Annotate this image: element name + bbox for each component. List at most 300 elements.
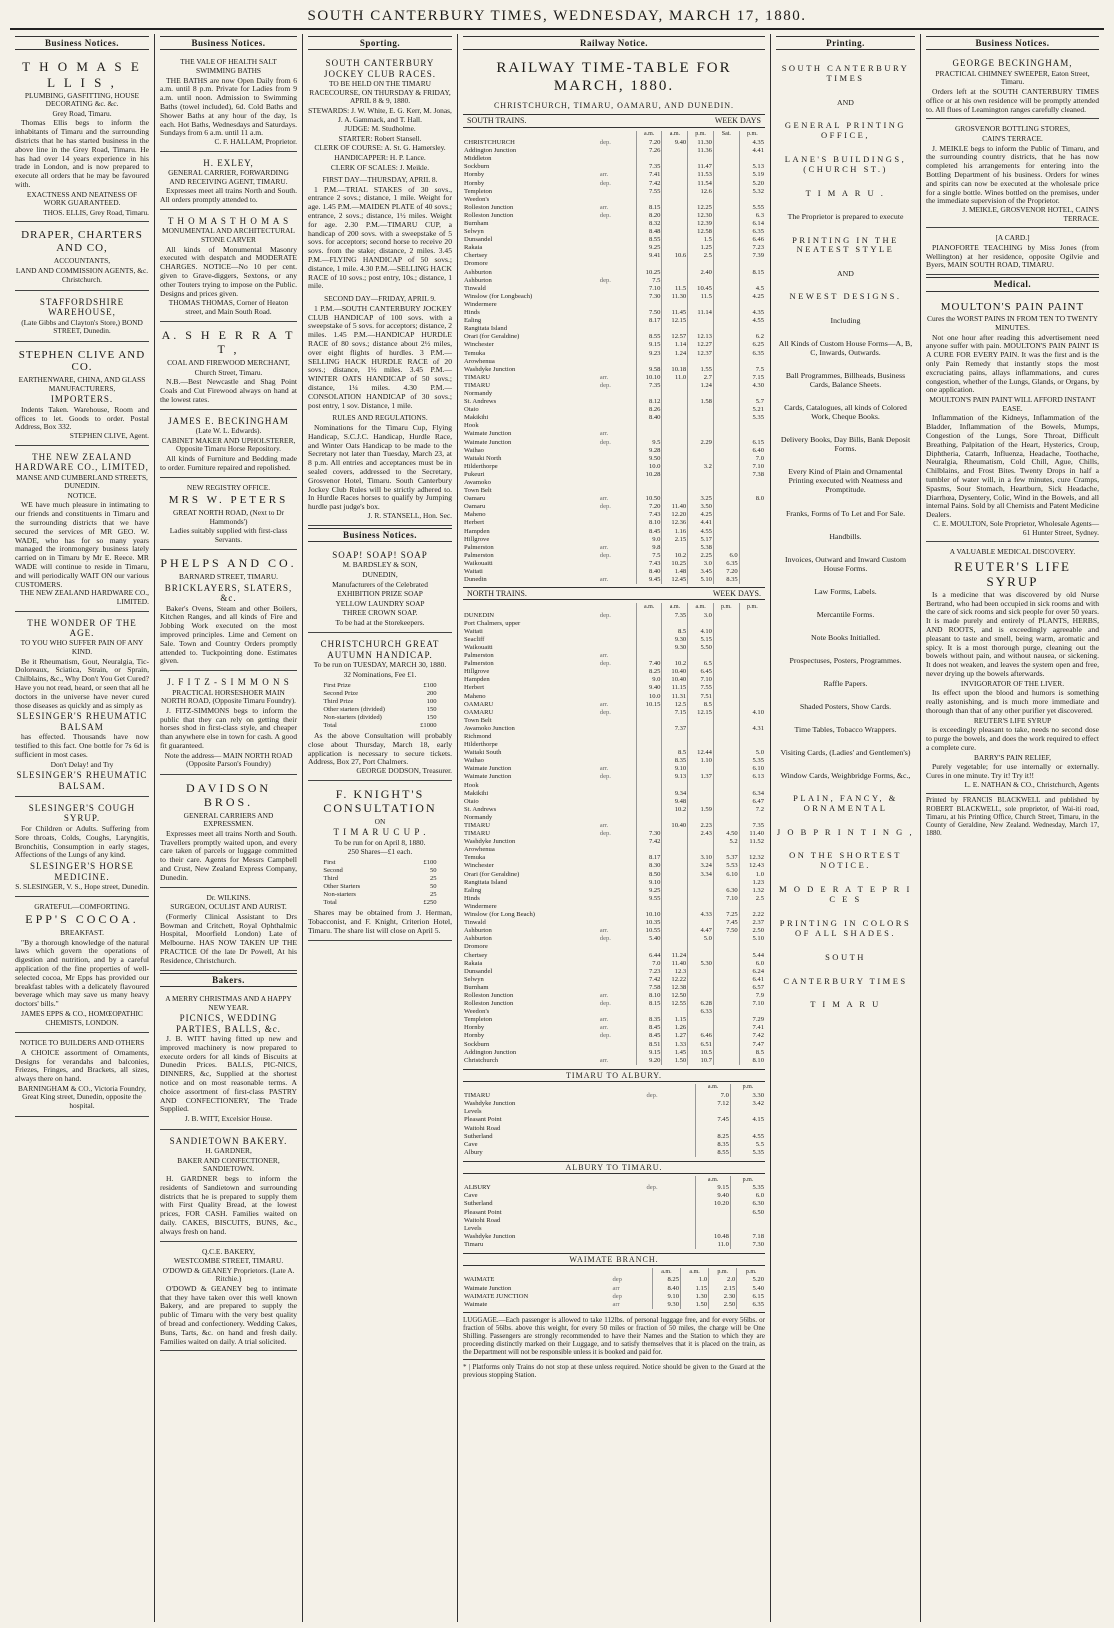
station-cell: Normandy: [464, 813, 493, 821]
dep-arr-cell: dep.: [599, 212, 636, 220]
time-cell: 11.40: [662, 959, 688, 967]
time-cell: [688, 943, 714, 951]
time-cell: 8.26: [636, 406, 662, 414]
ad-subtitle: INVIGORATOR OF THE LIVER.: [960, 678, 1065, 688]
time-cell: [688, 741, 714, 749]
time-cell: 1.24: [688, 382, 714, 390]
ad-line: YELLOW LAUNDRY SOAP: [335, 598, 425, 608]
time-cell: a.m.: [681, 1268, 709, 1276]
table-row: [463, 228, 765, 236]
time-cell: 10.40: [662, 822, 688, 830]
time-cell: 9.15: [636, 1048, 662, 1056]
time-cell: 10.10: [636, 374, 662, 382]
dep-arr-cell: [599, 568, 636, 576]
time-cell: 7.30: [636, 293, 662, 301]
time-cell: 7.20: [636, 503, 662, 511]
table-header-row: [463, 131, 765, 139]
station-cell: Hornby: [464, 171, 485, 179]
dep-arr-cell: dep.: [599, 660, 636, 668]
time-cell: 5.17: [688, 535, 714, 543]
dep-arr-cell: arr.: [599, 992, 636, 1000]
station-cell: Rangitata Island: [464, 878, 508, 886]
time-cell: 8.55: [696, 1149, 731, 1157]
time-cell: [688, 406, 714, 414]
table-row: [463, 155, 765, 163]
prize-row: [322, 706, 437, 714]
station-cell: Waimate Junction: [464, 1284, 512, 1292]
dep-arr-cell: [599, 1040, 636, 1048]
ad-address: CAIN'S TERRACE.: [982, 134, 1043, 143]
dep-arr-cell: [599, 349, 636, 357]
printing-line: Including: [830, 316, 861, 326]
time-cell: [713, 1040, 739, 1048]
time-cell: 8.25: [696, 1132, 731, 1140]
ad-subtitle: (Late Gibbs and Clayton's Store,) BOND STREET, Dunedin.: [21, 317, 143, 336]
table-row: [463, 1141, 765, 1149]
time-cell: [713, 455, 739, 463]
time-cell: [636, 652, 662, 660]
time-cell: 8.48: [636, 228, 662, 236]
time-cell: [688, 781, 714, 789]
station-cell: Albury: [464, 1148, 483, 1156]
time-cell: [636, 422, 662, 430]
table-row: [463, 309, 765, 317]
time-cell: 4.25: [752, 292, 764, 300]
dep-arr-cell: [599, 838, 636, 846]
ad-title: T H O M A S T H O M A S: [167, 215, 290, 226]
time-cell: 7.45: [713, 919, 739, 927]
ad-body: J. B. WITT having fitted up new and improved machinery is now prepared to execute orders for all kinds of Biscuits at Dunedin Prices. BALLS, PIC-NICS, DINNERS, &c, Supplied at the shortest notice and on most reasonable terms. A choice assortment of first-class PASTRY AND CONFECTIONERY, The Trade Supplied.: [160, 1034, 297, 1114]
printing-line: Visiting Cards, (Ladies' and Gentlemen's): [780, 747, 911, 757]
time-cell: [688, 798, 714, 806]
time-cell: 3.42: [752, 1100, 764, 1108]
time-cell: [713, 806, 739, 814]
time-cell: 7.10: [752, 1000, 764, 1008]
time-cell: 10.15: [636, 700, 662, 708]
station-cell: Waimate Junction: [464, 765, 512, 773]
time-cell: 8.10: [636, 992, 662, 1000]
time-cell: 9.25: [636, 887, 662, 895]
ad-subtitle: REUTER'S LIFE SYRUP: [973, 715, 1052, 725]
time-cell: [713, 611, 739, 619]
table-days: WEEK DAYS: [714, 116, 761, 126]
albury-title: TIMARU TO ALBURY.: [463, 1069, 765, 1082]
station-cell: Cave: [464, 1140, 478, 1148]
table-row: [463, 179, 765, 187]
ad-grosvenor-stores: [926, 121, 1099, 228]
day-body: 1 P.M.—SOUTH CANTERBURY JOCKEY CLUB HANDICAP of 100 sovs. with a sweepstake of 5 sovs. for acceptors; distance, 2 miles. 1.45 P.M.—HANDICAP HURDLE RACE of 80 sovs.; distance about 2½ miles, over eight flights of hurdles. 3 P.M.—SELLING HACK HURDLE RACE of 20 sovs.; distance, 1½ miles. 3.45 P.M.—WINTER OATS HANDICAP of 50 sovs.; distance, 1¼ miles. 4.30 P.M.—CONSOLATION HANDICAP of 30 sovs.; post entry, 1 sov. Distance, 1 mile.: [308, 303, 452, 410]
time-cell: 10.25: [636, 268, 662, 276]
time-cell: [713, 519, 739, 527]
time-cell: [662, 619, 688, 627]
table-row: [463, 560, 765, 568]
time-cell: 5.19: [752, 171, 764, 179]
ad-thomas-thomas: [160, 212, 297, 323]
time-cell: 4.5: [755, 284, 764, 292]
table-row: [463, 1292, 765, 1300]
table-row: [463, 268, 765, 276]
ad-body: PIANOFORTE TEACHING by Miss Jones (from Wellington) at her residence, opposite Ogilvie and Byers, MAIN SOUTH ROAD, TIMARU.: [926, 242, 1099, 270]
station-cell: Temuka: [464, 854, 486, 862]
dep-arr-cell: dep.: [599, 1000, 636, 1008]
time-cell: 6.35: [713, 560, 739, 568]
section-heading: Railway Notice.: [463, 36, 765, 50]
time-cell: 6.24: [752, 967, 764, 975]
ad-body: Inflammation of the Kidneys, Inflammation of the Bladder, Inflammation of the Bowels, Mumps, Congestion of the Lungs, Sore Throat, Difficult Breathing, Palpitation of the Heart, Hysterics, Croup, Diphtheria, Catarrh, Influenza, Headache, Toothache, Neuralgia, Rheumatism, Cold Chill, Ague, Chills, Chilblains, and Frost Bites. Twenty Drops in half a tumbler of water will, in a few minutes, cure Cramps, Spasms, Sour Stomach, Heartburn, Sick Headache, Diarrhœa, Dysentery, Colic, Wind in the Bowels, and all internal Pains. Sold by all Chemists and Patent Medicine Dealers.: [926, 413, 1099, 520]
time-cell: [662, 325, 688, 333]
time-cell: 8.35: [662, 757, 688, 765]
time-cell: 6.25: [752, 341, 764, 349]
table-row: [463, 1300, 765, 1308]
dep-arr-cell: [599, 854, 636, 862]
ad-signature: Note the address— MAIN NORTH ROAD (Opposite Parson's Foundry): [164, 750, 293, 769]
ad-body: Shares may be obtained from J. Herman, Tobacconist, and F. Knight, Criterion Hotel, Timaru. The share list will close on April 5.: [308, 908, 452, 935]
ad-body: All kinds of Monumental Masonry executed with despatch and MODERATE CHARGES. NOTICE—No 10 per cent. given to Grave-diggers, Sextons, or any other Touters trying to impose on the Public. Designs and prices given.: [160, 244, 297, 298]
ad-title: A VALUABLE MEDICAL DISCOVERY.: [949, 547, 1076, 557]
time-cell: 9.10: [652, 1292, 680, 1300]
table-row: [463, 1200, 765, 1208]
time-cell: [739, 301, 765, 309]
time-cell: 5.35: [752, 1148, 764, 1156]
time-cell: 7.41: [752, 1024, 764, 1032]
ad-role: IMPORTERS.: [50, 394, 114, 405]
dep-arr-cell: dep.: [599, 139, 636, 147]
table-row: [463, 285, 765, 293]
time-cell: 9.58: [636, 365, 662, 373]
station-cell: Winchester: [464, 862, 494, 870]
time-cell: [662, 204, 688, 212]
time-cell: 9.15: [696, 1184, 731, 1192]
time-cell: 12.27: [688, 341, 714, 349]
time-cell: [688, 619, 714, 627]
time-cell: 11.0: [662, 374, 688, 382]
dep-arr-cell: [599, 414, 636, 422]
time-cell: 6.34: [752, 789, 764, 797]
ad-scales: CLERK OF SCALES: J. Meikle.: [330, 162, 430, 172]
station-cell: Awamoko: [464, 479, 491, 486]
prize-table: [322, 859, 437, 908]
time-cell: 6.0: [713, 552, 739, 560]
time-cell: 6.51: [688, 1040, 714, 1048]
time-cell: 7.29: [752, 1016, 764, 1024]
ad-product: SLESINGER'S RHEUMATIC BALSAM.: [16, 770, 148, 791]
time-cell: [636, 619, 662, 627]
dep-arr-cell: [599, 196, 636, 204]
printing-line: LANE'S BUILDINGS, (CHURCH ST.): [784, 153, 907, 174]
ad-product: EPP'S COCOA.: [25, 912, 139, 927]
dep-arr-cell: [599, 333, 636, 341]
time-cell: [636, 814, 662, 822]
time-cell: 11.40: [749, 830, 764, 838]
south-trains-header: [463, 114, 765, 127]
table-row: [463, 293, 765, 301]
time-cell: 6.0: [755, 1192, 764, 1200]
station-cell: Christchurch: [464, 1056, 499, 1064]
station-cell: Middleton: [464, 155, 492, 163]
time-cell: 9.10: [662, 765, 688, 773]
time-cell: a.m.: [662, 131, 688, 139]
time-cell: 4.33: [688, 911, 714, 919]
ad-exley: [160, 154, 297, 210]
time-cell: [688, 765, 714, 773]
time-cell: 5.10: [752, 935, 764, 943]
time-cell: [713, 503, 739, 511]
time-cell: [688, 984, 714, 992]
time-cell: [713, 196, 739, 204]
time-cell: 6.28: [688, 1000, 714, 1008]
table-row: [463, 1276, 765, 1284]
time-cell: 8.12: [636, 398, 662, 406]
dep-arr-cell: [645, 1084, 695, 1092]
time-cell: 1.24: [662, 349, 688, 357]
time-cell: 6.41: [752, 975, 764, 983]
time-cell: [688, 1024, 714, 1032]
time-cell: 9.15: [636, 341, 662, 349]
time-cell: [688, 789, 714, 797]
time-cell: 12.37: [688, 349, 714, 357]
time-cell: [636, 636, 662, 644]
time-cell: 7.35: [752, 822, 764, 830]
dep-arr-cell: [599, 741, 636, 749]
time-cell: [662, 652, 688, 660]
ad-title: Q.C.E. BAKERY,: [201, 1246, 256, 1256]
time-cell: 4.55: [752, 1132, 764, 1140]
table-row: [463, 943, 765, 951]
ad-signature: THOS. ELLIS, Grey Road, Timaru.: [43, 207, 149, 217]
time-cell: 5.37: [713, 854, 739, 862]
station-cell: Burnham: [464, 983, 489, 991]
station-cell: Arowhenua: [464, 846, 495, 854]
station-cell: TIMARU: [464, 373, 491, 381]
printing-line: SOUTH: [825, 951, 866, 962]
station-cell: Sockburn: [464, 1040, 490, 1048]
time-cell: [662, 878, 688, 886]
dep-arr-cell: arr: [611, 1300, 652, 1308]
rules-title: RULES AND REGULATIONS.: [332, 413, 428, 423]
time-cell: 2.29: [688, 438, 714, 446]
time-cell: [713, 1057, 739, 1065]
dep-arr-cell: [645, 1132, 695, 1140]
station-cell: Rangitata Island: [464, 325, 508, 333]
time-cell: [713, 660, 739, 668]
table-row: [463, 212, 765, 220]
ad-staffordshire: [15, 293, 149, 342]
time-cell: [739, 568, 765, 576]
dep-arr-cell: [599, 814, 636, 822]
table-row: [463, 301, 765, 309]
ad-davidson: [160, 777, 297, 888]
section-heading: Business Notices.: [926, 36, 1099, 50]
dep-arr-cell: dep.: [599, 503, 636, 511]
time-cell: 8.17: [636, 854, 662, 862]
dep-arr-cell: [599, 984, 636, 992]
table-row: [463, 398, 765, 406]
time-cell: [662, 196, 688, 204]
time-cell: [739, 390, 765, 398]
time-cell: [662, 870, 688, 878]
time-cell: [662, 781, 688, 789]
table-row: [463, 749, 765, 757]
prize-row: [322, 714, 437, 722]
time-cell: [662, 390, 688, 398]
time-cell: 2.23: [688, 822, 714, 830]
time-cell: 9.41: [636, 252, 662, 260]
time-cell: [713, 414, 739, 422]
dep-arr-cell: [599, 781, 636, 789]
time-cell: 4.35: [752, 309, 764, 317]
dep-arr-cell: dep.: [599, 708, 636, 716]
table-row: [463, 552, 765, 560]
table-row: [463, 519, 765, 527]
ad-trade: PLUMBING, GASFITTING, HOUSE DECORATING &c. &c.: [24, 90, 140, 109]
dep-arr-cell: [599, 757, 636, 765]
station-cell: Waimate: [464, 1300, 488, 1308]
station-cell: Waimate Junction: [464, 773, 512, 781]
prize-row: [322, 891, 437, 899]
dep-arr-cell: [599, 341, 636, 349]
ad-signature: BARNINGHAM & CO., Victoria Foundry, Great King street, Dunedin, opposite the hospital.: [17, 1083, 147, 1111]
time-cell: [636, 1008, 662, 1016]
dep-arr-cell: [599, 878, 636, 886]
time-cell: 10.40: [662, 668, 688, 676]
ad-line: THREE CROWN SOAP.: [342, 608, 418, 618]
time-cell: 7.41: [636, 171, 662, 179]
table-row: [463, 806, 765, 814]
time-cell: [713, 446, 739, 454]
table-row: [463, 535, 765, 543]
time-cell: 6.3: [755, 211, 764, 219]
dep-arr-cell: dep: [611, 1292, 652, 1300]
time-cell: 10.55: [636, 927, 662, 935]
time-cell: [688, 846, 714, 854]
ad-address: Church Street, Timaru.: [194, 367, 263, 377]
time-cell: [688, 446, 714, 454]
time-cell: [713, 733, 739, 741]
time-cell: [636, 781, 662, 789]
time-cell: 7.42: [752, 1032, 764, 1040]
time-cell: [662, 838, 688, 846]
ad-body: Expresses meet all trains North and South. Travellers promptly waited upon, and every care taken of parcels or luggage committed to their care. Agents for Messrs Campbell and Crust, New Zealand Express Company, Dunedin.: [160, 828, 297, 882]
waimate-title: WAIMATE BRANCH.: [463, 1253, 765, 1266]
ad-body: WE have much pleasure in intimating to our friends and constituents in Timaru and the surrounding districts that we have secured the services of MR GEO. W. WADE, who has for so many years managed the ironmongery business lately carried on in Timaru by Mr E. Reece. MR WADE will continue to reside in Timaru, and will periodically WAIT ON our various CUSTOMERS.: [15, 500, 149, 589]
station-cell: TIMARU: [464, 822, 491, 830]
time-cell: [662, 463, 688, 471]
prize-label: Total: [323, 722, 337, 730]
ad-signature: C. E. MOULTON, Sole Proprietor, Wholesale Agents—61 Hunter Street, Sydney.: [933, 518, 1099, 537]
time-cell: [662, 495, 688, 503]
table-row: [463, 1092, 765, 1100]
table-row: [463, 1032, 765, 1040]
time-cell: [739, 260, 765, 268]
table-row: [463, 1048, 765, 1056]
time-cell: 11.30: [662, 293, 688, 301]
station-cell: Washdyke Junction: [464, 365, 516, 373]
prize-row: [322, 867, 437, 875]
dep-arr-cell: dep.: [599, 1032, 636, 1040]
station-cell: Dunsandel: [464, 967, 493, 975]
station-cell: Ealing: [464, 317, 482, 325]
station-cell: Normandy: [464, 389, 493, 397]
station-cell: Selwyn: [464, 975, 484, 983]
time-cell: 6.50: [752, 1208, 764, 1216]
time-cell: 7.25: [713, 911, 739, 919]
ad-builders: [15, 1035, 149, 1117]
time-cell: 1.15: [662, 1016, 688, 1024]
table-row: [463, 676, 765, 684]
time-cell: 4.47: [688, 927, 714, 935]
prize-row: [322, 681, 437, 689]
station-cell: Maheno: [464, 511, 486, 519]
dep-arr-cell: [599, 511, 636, 519]
time-cell: [662, 163, 688, 171]
ad-subtitle: PICNICS, WEDDING PARTIES, BALLS, &c.: [176, 1013, 281, 1034]
time-cell: [636, 487, 662, 495]
time-cell: [713, 708, 739, 716]
table-row: [463, 862, 765, 870]
time-cell: 2.15: [709, 1284, 737, 1292]
time-cell: [662, 236, 688, 244]
time-cell: 12.45: [662, 576, 688, 584]
time-cell: [636, 301, 662, 309]
prize-row: [322, 859, 437, 867]
table-row: [463, 446, 765, 454]
time-cell: [739, 814, 765, 822]
time-cell: [713, 814, 739, 822]
time-cell: [688, 155, 714, 163]
time-cell: [662, 846, 688, 854]
ad-title: Dr. WILKINS.: [206, 892, 251, 902]
dep-arr-cell: arr.: [599, 765, 636, 773]
station-cell: Burnham: [464, 220, 489, 227]
ad-subtitle: BREAKFAST.: [60, 928, 104, 938]
ad-role: Manufacturers of the Celebrated: [332, 579, 428, 589]
time-cell: [739, 1008, 765, 1016]
table-row: [463, 455, 765, 463]
station-cell: Hornby: [464, 1024, 485, 1032]
table-row: [463, 357, 765, 365]
time-cell: Sat.: [713, 131, 739, 139]
time-cell: 4.31: [752, 724, 764, 732]
station-cell: Chertsey: [464, 951, 488, 959]
time-cell: [662, 854, 688, 862]
station-cell: Hampden: [464, 676, 490, 684]
time-cell: [713, 943, 739, 951]
prize-label: Second Prize: [323, 689, 359, 697]
dep-arr-cell: [599, 749, 636, 757]
time-cell: [688, 196, 714, 204]
time-cell: 8.50: [636, 870, 662, 878]
time-cell: 5.35: [752, 414, 764, 422]
time-cell: 1.27: [662, 1032, 688, 1040]
time-cell: [662, 830, 688, 838]
dep-arr-cell: [645, 1149, 695, 1157]
ad-role: PRACTICAL HORSESHOER MAIN NORTH ROAD, (Opposite Timaru Foundry).: [160, 687, 297, 706]
time-cell: 7.40: [636, 660, 662, 668]
dep-arr-cell: [599, 560, 636, 568]
dep-arr-cell: [645, 1241, 695, 1249]
time-cell: [636, 725, 662, 733]
time-cell: 5.0: [755, 749, 764, 757]
station-cell: Palmerston: [464, 551, 494, 559]
table-row: [463, 838, 765, 846]
station-cell: Temuka: [464, 349, 486, 357]
dep-arr-cell: [599, 676, 636, 684]
dep-arr-cell: [599, 131, 636, 139]
time-cell: [713, 187, 739, 195]
time-cell: [713, 204, 739, 212]
time-cell: 9.10: [636, 878, 662, 886]
time-cell: 4.41: [752, 147, 764, 155]
